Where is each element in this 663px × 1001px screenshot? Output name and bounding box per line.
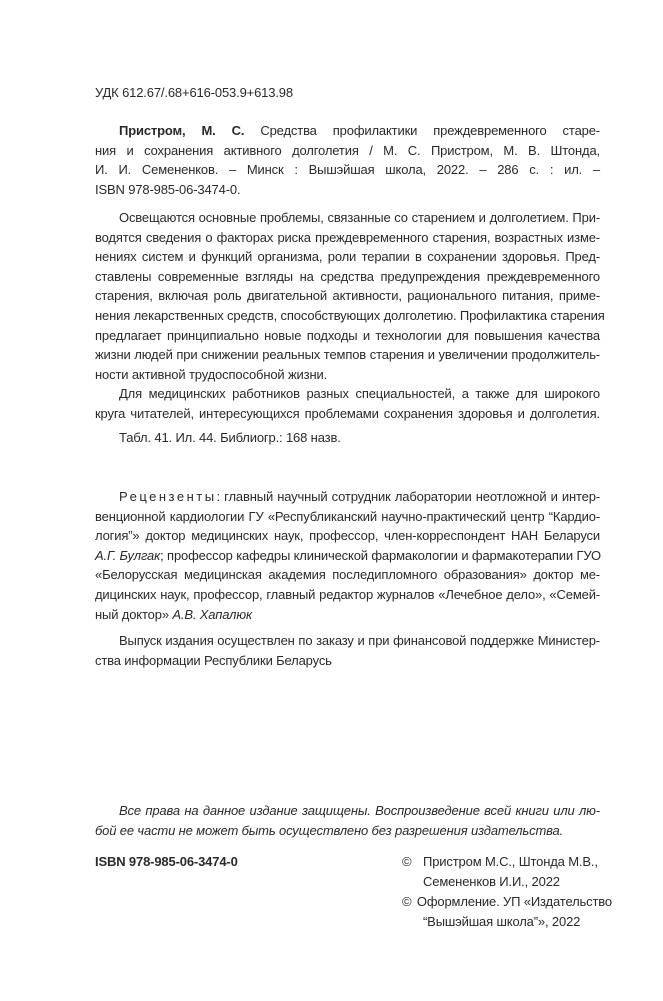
copyright-block: © Пристром М.С., Штонда М.В., Семененков И.И., 2022 © Оформление. УП «Издательство “Вышэйшая школа”», 2022 xyxy=(402,854,612,929)
stats: Табл. 41. Ил. 44. Библиогр.: 168 назв. xyxy=(119,430,341,445)
audience: Для медицинских работников разных специальностей, а также для широкого xyxy=(119,386,600,402)
reviewers-label: Рецензенты xyxy=(119,489,217,504)
reviewers: Рецензенты: главный научный сотрудник лаборатории неотложной и интер- венционной кардиологии ГУ «Республиканский научно-практический центр “Кардио- логия”» доктор медицинских наук, профессор, член-корреспондент НАН Беларуси А.Г. Булгак; профессор кафедры клинической фармакологии и фармакотерапии ГУО «Белорусская медицинская академия последипломного образования» доктор ме- дицинских наук, профессор, главный редактор журналов «Лечебное дело», «Семей- ный доктор» А.В. Хапалюк xyxy=(95,489,601,622)
abstract: Освещаются основные проблемы, связанные со старением и долголетием. При- водятся сведения о факторах риска преждевременного старения, возрастных изме- нениях систем и функций организма, роли терапии в сохранении здоровья. Пред- ставлены современные взгляды на средства предупреждения преждевременного старения, включая роль двигательной активности, рационального питания, приме- нения лекарственных средств, способствующих долголетию. Профилактика старения предлагает принципиально новые подходы и технологии для повышения качества жизни людей при снижении реальных темпов старения и увеличении продолжитель- ности активной трудоспособной жизни. Для медицинских работников разных специальностей, а также для широкого круга читателей, интересующихся проблемами сохранения здоровья и долголетия. xyxy=(95,210,605,421)
bibliographic-citation: Пристром, М. С. Средства профилактики преждевременного старе- ния и сохранения активного долголетия / М. С. Пристром, М. В. Штонда, И. И. Семененков. – Минск : Вышэйшая школа, 2022. – 286 с. : ил. – ISBN 978-985-06-3474-0. xyxy=(95,123,600,197)
copyright-icon: © xyxy=(402,854,412,869)
reviewer-name: А.Г. Булгак xyxy=(95,547,161,563)
rights-notice: Все права на данное издание защищены. Воспроизведение всей книги или лю- бой ее части не может быть осуществлено без разрешения издательства. xyxy=(95,803,600,838)
funding-note: Выпуск издания осуществлен по заказу и при финансовой поддержке Министер- ства информации Республики Беларусь xyxy=(95,633,600,668)
author-name: Пристром, М. С. xyxy=(119,123,245,138)
isbn: ISBN 978-985-06-3474-0 xyxy=(95,854,238,869)
udc-code: УДК 612.67/.68+616-053.9+613.98 xyxy=(95,85,293,100)
reviewer-name: А.В. Хапалюк xyxy=(172,606,252,622)
copyright-icon: © xyxy=(402,894,412,909)
